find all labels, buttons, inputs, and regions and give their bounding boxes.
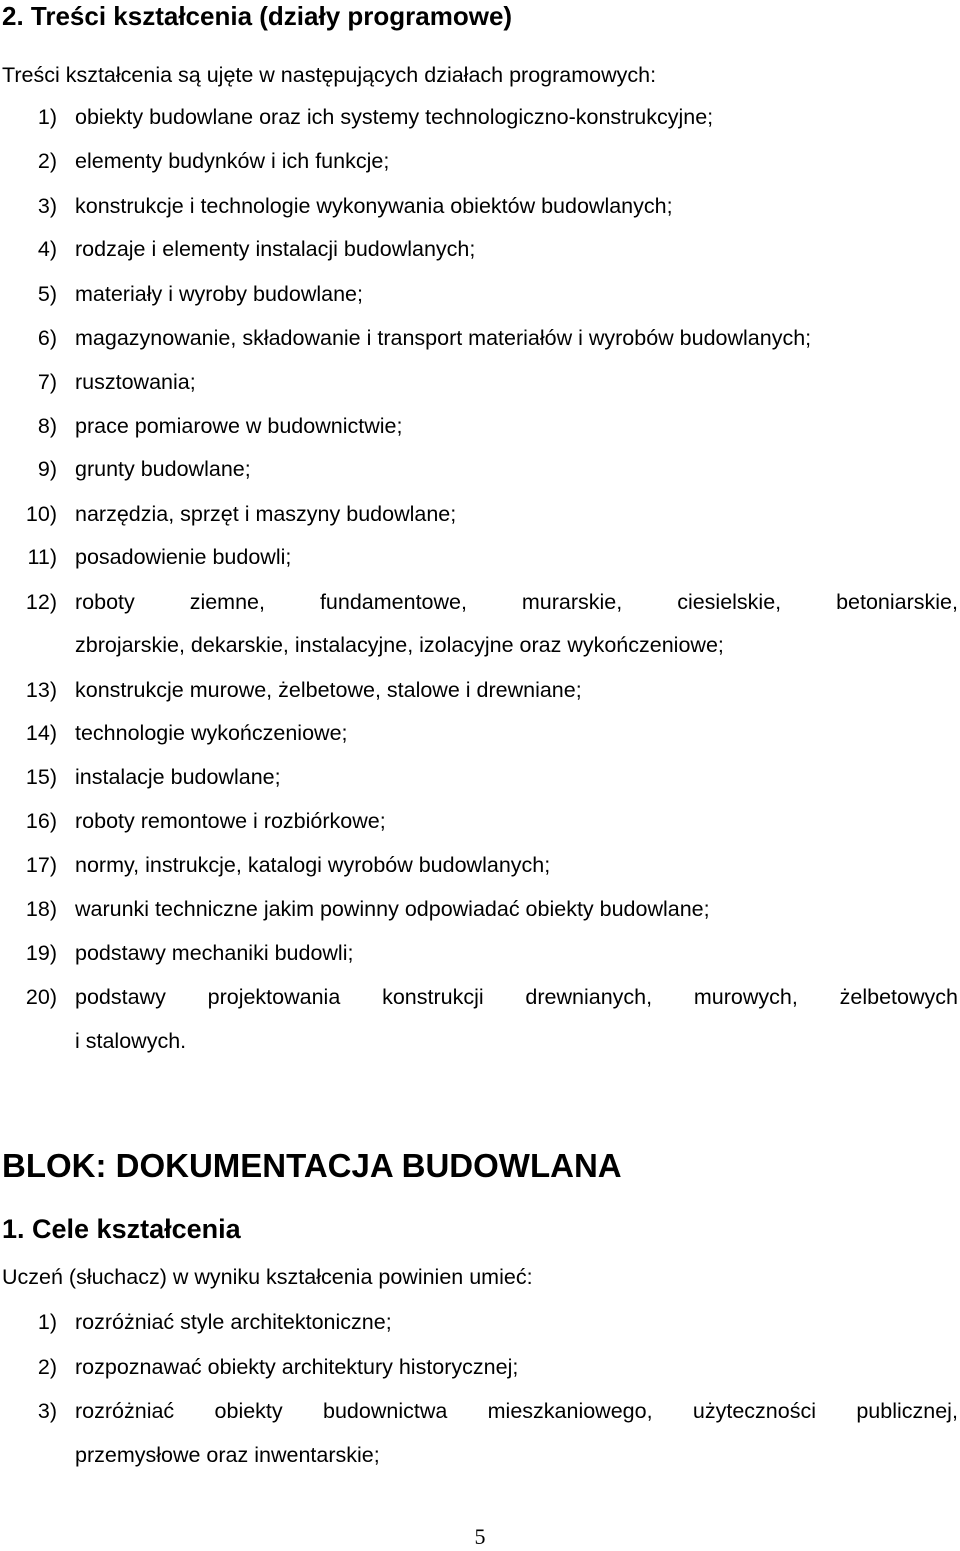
list-item-text: warunki techniczne jakim powinny odpowiadać obiekty budowlane;: [75, 897, 710, 921]
list-item-continuation: przemysłowe oraz inwentarskie;: [75, 1443, 380, 1467]
list-item-number: 6): [37, 326, 57, 350]
list-item-number: 15): [25, 765, 57, 789]
list-item-text: roboty ziemne, fundamentowe, murarskie, ciesielskie, betoniarskie,: [75, 590, 958, 614]
section-heading: 2. Treści kształcenia (działy programowe): [2, 1, 513, 31]
list-item-text: podstawy projektowania konstrukcji drewnianych, murowych, żelbetowych: [75, 985, 958, 1009]
list-item-text: rodzaje i elementy instalacji budowlanych;: [75, 237, 476, 261]
list-item-text: roboty remontowe i rozbiórkowe;: [75, 809, 386, 833]
list-item-text: konstrukcje murowe, żelbetowe, stalowe i drewniane;: [75, 678, 582, 702]
list-item-text: obiekty budowlane oraz ich systemy technologiczno-konstrukcyjne;: [75, 105, 714, 129]
list-item-number: 3): [37, 194, 57, 218]
goals-heading: 1. Cele kształcenia: [2, 1214, 241, 1244]
list-item-number: 2): [37, 1355, 57, 1379]
list-item-number: 4): [37, 237, 57, 261]
list-item-text: prace pomiarowe w budownictwie;: [75, 414, 403, 438]
list-item-text: rozróżniać obiekty budownictwa mieszkaniowego, użyteczności publicznej,: [75, 1399, 958, 1423]
list-item-text: materiały i wyroby budowlane;: [75, 282, 363, 306]
page-number: 5: [474, 1524, 486, 1549]
list-item-continuation: zbrojarskie, dekarskie, instalacyjne, izolacyjne oraz wykończeniowe;: [75, 633, 724, 657]
list-item-text: instalacje budowlane;: [75, 765, 281, 789]
block-title: BLOK: DOKUMENTACJA BUDOWLANA: [2, 1147, 622, 1184]
list-item-number: 17): [25, 853, 57, 877]
list-item-number: 1): [37, 1310, 57, 1334]
list-item-text: normy, instrukcje, katalogi wyrobów budowlanych;: [75, 853, 551, 877]
list-item-number: 14): [25, 721, 57, 745]
list-item-number: 5): [37, 282, 57, 306]
list-item-text: narzędzia, sprzęt i maszyny budowlane;: [75, 502, 457, 526]
list-item-text: posadowienie budowli;: [75, 545, 292, 569]
list-item-text: konstrukcje i technologie wykonywania obiektów budowlanych;: [75, 194, 673, 218]
list-item-number: 11): [27, 545, 57, 569]
list-item-number: 7): [37, 370, 57, 394]
list-item-text: podstawy mechaniki budowli;: [75, 941, 354, 965]
list-item-text: rozróżniać style architektoniczne;: [75, 1310, 392, 1334]
list-item-text: technologie wykończeniowe;: [75, 721, 348, 745]
list-item-number: 20): [25, 985, 57, 1009]
list-item-number: 19): [25, 941, 57, 965]
list-item-text: rusztowania;: [75, 370, 196, 394]
list-item-text: magazynowanie, składowanie i transport materiałów i wyrobów budowlanych;: [75, 326, 812, 350]
list-item-number: 16): [25, 809, 57, 833]
list-item-number: 9): [37, 457, 57, 481]
section-intro: Treści kształcenia są ujęte w następujących działach programowych:: [2, 63, 657, 87]
list-item-number: 10): [25, 502, 57, 526]
list-item-text: elementy budynków i ich funkcje;: [75, 149, 390, 173]
list-item-number: 3): [37, 1399, 57, 1423]
goals-intro: Uczeń (słuchacz) w wyniku kształcenia powinien umieć:: [2, 1265, 533, 1289]
list-item-text: grunty budowlane;: [75, 457, 251, 481]
list-item-continuation: i stalowych.: [75, 1029, 187, 1053]
list-item-number: 8): [37, 414, 57, 438]
list-item-number: 12): [25, 590, 57, 614]
list-item-number: 18): [25, 897, 57, 921]
list-item-number: 13): [25, 678, 57, 702]
list-item-number: 1): [37, 105, 57, 129]
list-item-text: rozpoznawać obiekty architektury historycznej;: [75, 1355, 519, 1379]
list-item-number: 2): [37, 149, 57, 173]
